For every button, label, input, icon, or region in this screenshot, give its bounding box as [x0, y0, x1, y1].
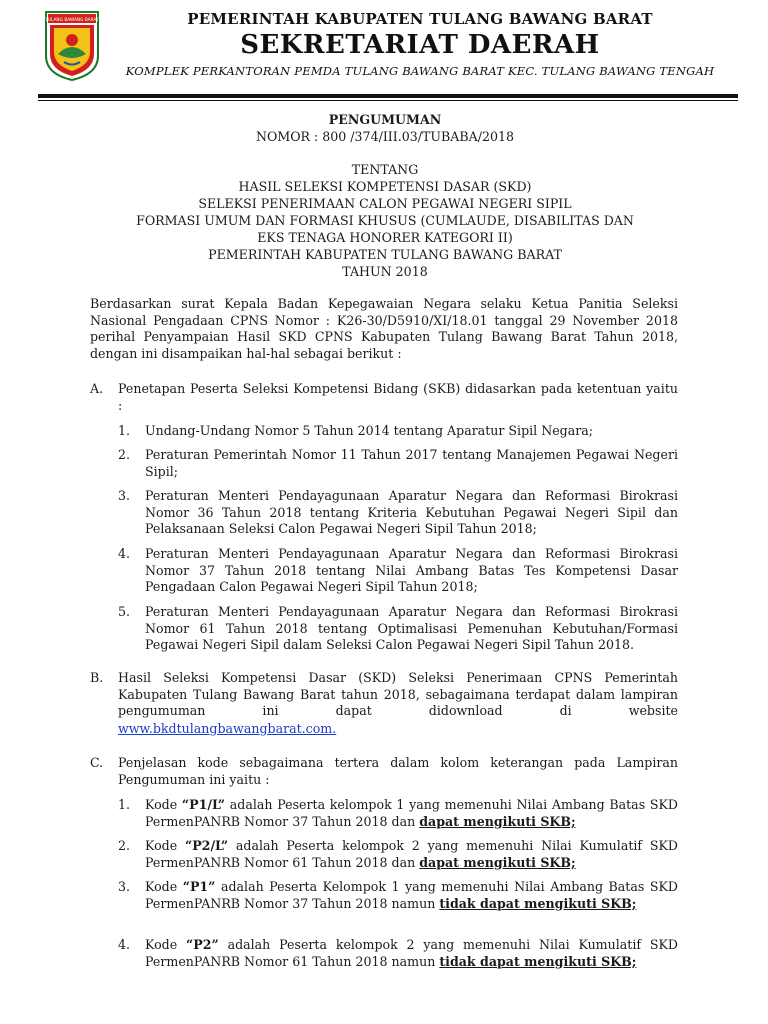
- code-status: dapat mengikuti SKB;: [419, 813, 576, 829]
- code-description: adalah Peserta kelompok 2 yang memenuhi Nilai Kumulatif SKD PermenPANRB Nomor 61 Tahun 2018 namun: [145, 937, 678, 969]
- section-a-label: A.: [90, 381, 104, 396]
- code-prefix: Kode: [145, 937, 186, 952]
- code-item-number: 4.: [118, 937, 131, 952]
- code-value: “P2/L”: [184, 838, 229, 853]
- code-description: adalah Peserta kelompok 1 yang memenuhi Nilai Ambang Batas SKD PermenPANRB Nomor 37 Tahun 2018 dan: [145, 797, 679, 829]
- regency-emblem-icon: [44, 10, 100, 82]
- code-prefix: Kode: [145, 797, 182, 812]
- subject-line: EKS TENAGA HONORER KATEGORI II): [257, 230, 513, 245]
- code-item: [145, 797, 678, 830]
- code-description: adalah Peserta kelompok 2 yang memenuhi Nilai Kumulatif SKD PermenPANRB Nomor 61 Tahun 2018 dan: [145, 838, 678, 870]
- code-value: “P2”: [186, 937, 219, 952]
- website-link[interactable]: www.bkdtulangbawangbarat.com.: [118, 721, 337, 736]
- code-item: [145, 838, 678, 871]
- code-item: [145, 879, 678, 912]
- section-c-text: Penjelasan kode sebagaimana tertera dalam kolom keterangan pada Lampiran Pengumuman ini yaitu :: [118, 755, 678, 787]
- code-prefix: Kode: [145, 838, 185, 853]
- office-name: SEKRETARIAT DAERAH: [240, 30, 600, 60]
- emblem-text: TULANG BAWANG BARAT: [45, 18, 99, 23]
- section-b-label: B.: [90, 670, 104, 685]
- list-item-number: 5.: [118, 604, 131, 619]
- subject-line: TAHUN 2018: [342, 264, 428, 279]
- government-name: PEMERINTAH KABUPATEN TULANG BAWANG BARAT: [187, 10, 653, 28]
- code-item-number: 2.: [118, 838, 131, 853]
- list-item-number: 2.: [118, 447, 131, 462]
- code-item-number: 3.: [118, 879, 131, 894]
- code-item-number: 1.: [118, 797, 131, 812]
- code-item: [145, 937, 678, 970]
- office-address: KOMPLEK PERKANTORAN PEMDA TULANG BAWANG BARAT KEC. TULANG BAWANG TENGAH: [125, 64, 715, 78]
- subject-line: SELEKSI PENERIMAAN CALON PEGAWAI NEGERI SIPIL: [198, 196, 572, 211]
- code-status: tidak dapat mengikuti SKB;: [439, 953, 637, 969]
- list-item-text: Undang-Undang Nomor 5 Tahun 2014 tentang Aparatur Sipil Negara;: [145, 423, 594, 438]
- header-divider-thick: [38, 94, 738, 98]
- list-item-text: Peraturan Menteri Pendayagunaan Aparatur Negara dan Reformasi Birokrasi Nomor 37 Tahun 2018 tentang Nilai Ambang Batas Tes Kompetensi Dasar Pengadaan Calon Pegawai Negeri Sipil Tahun 2018;: [145, 546, 678, 594]
- intro-paragraph: Berdasarkan surat Kepala Badan Kepegawaian Negara selaku Ketua Panitia Seleksi Nasional Pengadaan CPNS Nomor : K26-30/D5910/XI/18.01 tanggal 29 November 2018 perihal Penyampaian Hasil SKD CPNS Kabupaten Tulang Bawang Barat Tahun 2018, dengan ini disampaikan hal-hal sebagai berikut :: [90, 296, 678, 361]
- code-status: tidak dapat mengikuti SKB;: [439, 895, 637, 911]
- section-a-text: Penetapan Peserta Seleksi Kompetensi Bidang (SKB) didasarkan pada ketentuan yaitu :: [118, 381, 678, 413]
- list-item-number: 4.: [118, 546, 131, 561]
- subject-line: PEMERINTAH KABUPATEN TULANG BAWANG BARAT: [208, 247, 562, 262]
- list-item-text: Peraturan Menteri Pendayagunaan Aparatur Negara dan Reformasi Birokrasi Nomor 61 Tahun 2018 tentang Optimalisasi Pemenuhan Kebutuhan/Formasi Pegawai Negeri Sipil dalam Seleksi Calon Pegawai Negeri Sipil Tahun 2018.: [145, 604, 678, 652]
- subject-line: HASIL SELEKSI KOMPETENSI DASAR (SKD): [238, 179, 532, 194]
- section-c-label: C.: [90, 755, 104, 770]
- section-b-link-wrap: [118, 721, 336, 738]
- section-b-text: Hasil Seleksi Kompetensi Dasar (SKD) Seleksi Penerimaan CPNS Pemerintah Kabupaten Tulang Bawang Barat tahun 2018, sebagaimana terdapat dalam lampiran pengumuman ini dapat didownload di website: [118, 670, 678, 718]
- code-description: adalah Peserta Kelompok 1 yang memenuhi Nilai Ambang Batas SKD PermenPANRB Nomor 37 Tahun 2018 namun: [145, 879, 678, 911]
- list-item-number: 1.: [118, 423, 131, 438]
- announcement-heading: PENGUMUMAN: [328, 112, 442, 127]
- code-status: dapat mengikuti SKB;: [419, 854, 576, 870]
- code-value: “P1/L”: [181, 797, 226, 812]
- code-prefix: Kode: [145, 879, 183, 894]
- tentang-label: TENTANG: [351, 162, 419, 177]
- list-item-text: Peraturan Pemerintah Nomor 11 Tahun 2017 tentang Manajemen Pegawai Negeri Sipil;: [145, 447, 678, 479]
- list-item-number: 3.: [118, 488, 131, 503]
- header-divider-thin: [38, 100, 738, 101]
- list-item-text: Peraturan Menteri Pendayagunaan Aparatur Negara dan Reformasi Birokrasi Nomor 36 Tahun 2018 tentang Kriteria Kebutuhan Pegawai Negeri Sipil dan Pelaksanaan Seleksi Calon Pegawai Negeri Sipil Tahun 2018;: [145, 488, 678, 536]
- announcement-number: NOMOR : 800 /374/III.03/TUBABA/2018: [255, 129, 515, 144]
- code-value: “P1”: [182, 879, 216, 894]
- subject-line: FORMASI UMUM DAN FORMASI KHUSUS (CUMLAUDE, DISABILITAS DAN: [136, 213, 634, 228]
